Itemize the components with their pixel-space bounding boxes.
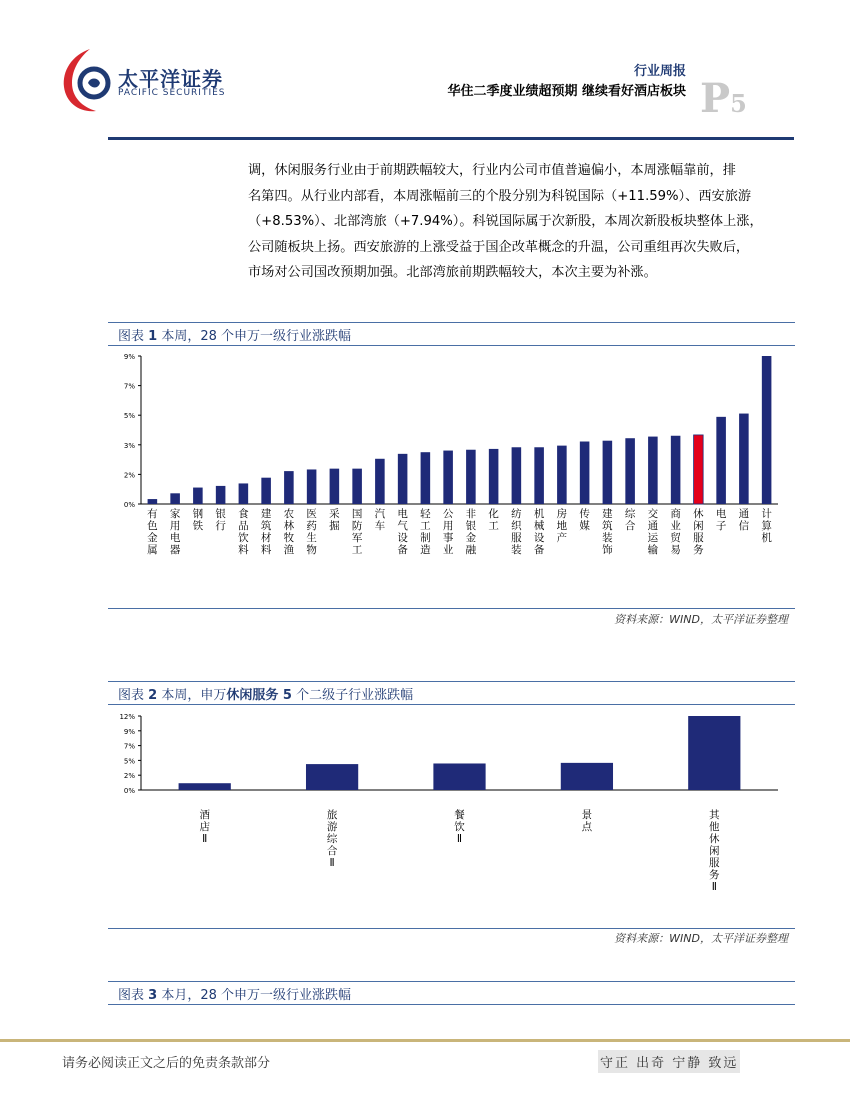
bar (739, 414, 749, 504)
figure1-bottom-rule (108, 608, 795, 609)
bar (625, 438, 635, 504)
bar (261, 478, 271, 504)
bar (239, 483, 249, 504)
logo-text-cn: 太平洋证券 (118, 67, 223, 91)
body-paragraph (248, 158, 790, 286)
x-tick-label: 轻工制造 (420, 508, 431, 556)
page-letter: P (700, 75, 731, 122)
figure2-label: 图表 (118, 688, 145, 703)
y-tick-label: 2% (123, 772, 135, 781)
figure3-label: 图表 (118, 988, 145, 1003)
figure3-caption (118, 984, 351, 1003)
x-tick-label: 汽车 (374, 508, 386, 532)
bar (307, 469, 317, 504)
figure1-label: 图表 (118, 329, 145, 344)
x-tick-label: 景点 (581, 809, 593, 833)
figure2-caption-post: 个二级子行业涨跌幅 (296, 688, 414, 703)
bar (557, 446, 567, 504)
y-tick-label: 9% (123, 353, 135, 361)
bar (216, 486, 226, 504)
x-tick-label: 其他休闲服务 Ⅱ (709, 809, 720, 893)
bar (306, 764, 358, 790)
x-tick-label: 传媒 (579, 508, 590, 532)
figure1-number: 1 (148, 329, 158, 344)
x-tick-label: 钢铁 (192, 508, 204, 532)
x-tick-label: 机械设备 (533, 508, 545, 556)
footer-divider (0, 1039, 850, 1042)
x-tick-label: 非银金融 (465, 508, 477, 556)
bar (398, 454, 408, 504)
x-tick-label: 医药生物 (306, 508, 317, 556)
bar (433, 763, 485, 790)
x-tick-label: 建筑材料 (260, 508, 272, 556)
footer-motto: 守正 出奇 宁静 致远 (598, 1050, 740, 1073)
bar (179, 783, 231, 790)
x-tick-label: 酒店 Ⅱ (199, 809, 210, 845)
figure2-source: 资料来源：WIND，太平洋证券整理 (614, 932, 788, 945)
bar (421, 452, 431, 504)
bar (330, 469, 340, 504)
y-tick-label: 5% (123, 757, 135, 766)
bar (603, 441, 613, 504)
figure2-caption-pre: 本周，申万 (161, 688, 227, 703)
figure1-source: 资料来源：WIND，太平洋证券整理 (614, 613, 788, 626)
header-divider (108, 137, 794, 140)
y-tick-label: 2% (123, 471, 135, 480)
x-tick-label: 商业贸易 (670, 508, 681, 556)
bar (648, 437, 658, 504)
bar (561, 763, 613, 790)
bar (489, 449, 499, 504)
figure3-caption-rule (108, 1004, 795, 1005)
bar (193, 488, 203, 504)
page-number (700, 75, 747, 122)
bar (694, 435, 704, 504)
bar (443, 451, 453, 504)
figure3-top-rule (108, 981, 795, 982)
paragraph-line: （+8.53%）、北部湾旅（+7.94%）。科锐国际属于次新股，本周次新股板块整体上涨， (248, 214, 763, 229)
bar (148, 499, 158, 504)
x-tick-label: 国防军工 (351, 508, 363, 556)
x-tick-label: 通信 (738, 508, 750, 532)
x-tick-label: 计算机 (761, 508, 772, 544)
bar (671, 436, 681, 504)
paragraph-line: 名第四。从行业内部看，本周涨幅前三的个股分别为科锐国际（+11.59%）、西安旅游 (248, 188, 752, 204)
figure2-caption-highlight: 休闲服务 5 (226, 688, 292, 703)
figure2-caption (118, 684, 413, 703)
y-tick-label: 0% (123, 787, 135, 795)
x-tick-label: 餐饮 Ⅱ (454, 809, 465, 845)
y-tick-label: 5% (123, 412, 135, 421)
paragraph-line: 公司随板块上扬。西安旅游的上涨受益于国企改革概念的升温，公司重组再次失败后， (248, 239, 750, 255)
report-title: 华住二季度业绩超预期 继续看好酒店板块 (447, 84, 686, 99)
bar (716, 417, 726, 504)
y-tick-label: 3% (123, 441, 135, 450)
bar (534, 447, 544, 504)
figure2-number: 2 (148, 688, 158, 703)
industry-weekly-bar-chart (108, 346, 795, 608)
figure2-top-rule (108, 681, 795, 682)
x-tick-label: 食品饮料 (238, 508, 249, 556)
bar (688, 716, 740, 790)
figure2-bottom-rule (108, 928, 795, 929)
logo-text-en: PACIFIC SECURITIES (118, 88, 226, 98)
leisure-subindustry-bar-chart (108, 705, 795, 928)
x-tick-label: 房地产 (556, 508, 568, 544)
x-tick-label: 建筑装饰 (602, 508, 613, 556)
y-tick-label: 12% (119, 713, 135, 721)
bar (466, 450, 476, 504)
x-tick-label: 纺织服装 (511, 508, 522, 556)
x-tick-label: 化工 (488, 508, 499, 532)
x-tick-label: 电子 (715, 508, 727, 532)
y-tick-label: 7% (123, 382, 135, 391)
figure1-caption (118, 325, 351, 344)
figure1-top-rule (108, 322, 795, 323)
x-tick-label: 公用事业 (442, 508, 454, 556)
bar (512, 447, 522, 504)
x-tick-label: 旅游综合 Ⅱ (326, 809, 338, 869)
bar (284, 471, 294, 504)
x-tick-label: 家用电器 (169, 508, 181, 556)
x-tick-label: 交通运输 (647, 508, 659, 556)
y-tick-label: 7% (123, 742, 135, 751)
footer-disclaimer: 请务必阅读正文之后的免责条款部分 (62, 1056, 271, 1071)
x-tick-label: 采掘 (329, 508, 340, 532)
x-tick-label: 休闲服务 (693, 508, 704, 556)
x-tick-label: 电气设备 (397, 508, 408, 556)
figure1-caption-text: 本周，28 个申万一级行业涨跌幅 (161, 329, 352, 344)
bar (375, 459, 385, 504)
bar (170, 493, 180, 504)
x-tick-label: 有色金属 (147, 508, 158, 556)
bar (762, 356, 772, 504)
bar (580, 442, 590, 504)
figure3-number: 3 (148, 988, 158, 1003)
x-tick-label: 农林牧渔 (283, 508, 295, 556)
paragraph-line: 市场对公司国改预期加强。北部湾旅前期跌幅较大，本次主要为补涨。 (248, 265, 657, 280)
paragraph-line: 调，休闲服务行业由于前期跌幅较大，行业内公司市值普遍偏小，本周涨幅靠前，排 (248, 163, 736, 178)
x-tick-label: 综合 (624, 508, 636, 532)
y-tick-label: 0% (123, 501, 135, 509)
y-tick-label: 9% (123, 727, 135, 736)
logo-emblem-icon (58, 45, 120, 115)
x-tick-label: 银行 (215, 508, 226, 532)
report-type: 行业周报 (633, 64, 686, 79)
bar (352, 469, 362, 504)
page-digit: 5 (730, 89, 747, 118)
figure3-caption-text: 本月，28 个申万一级行业涨跌幅 (161, 988, 352, 1003)
